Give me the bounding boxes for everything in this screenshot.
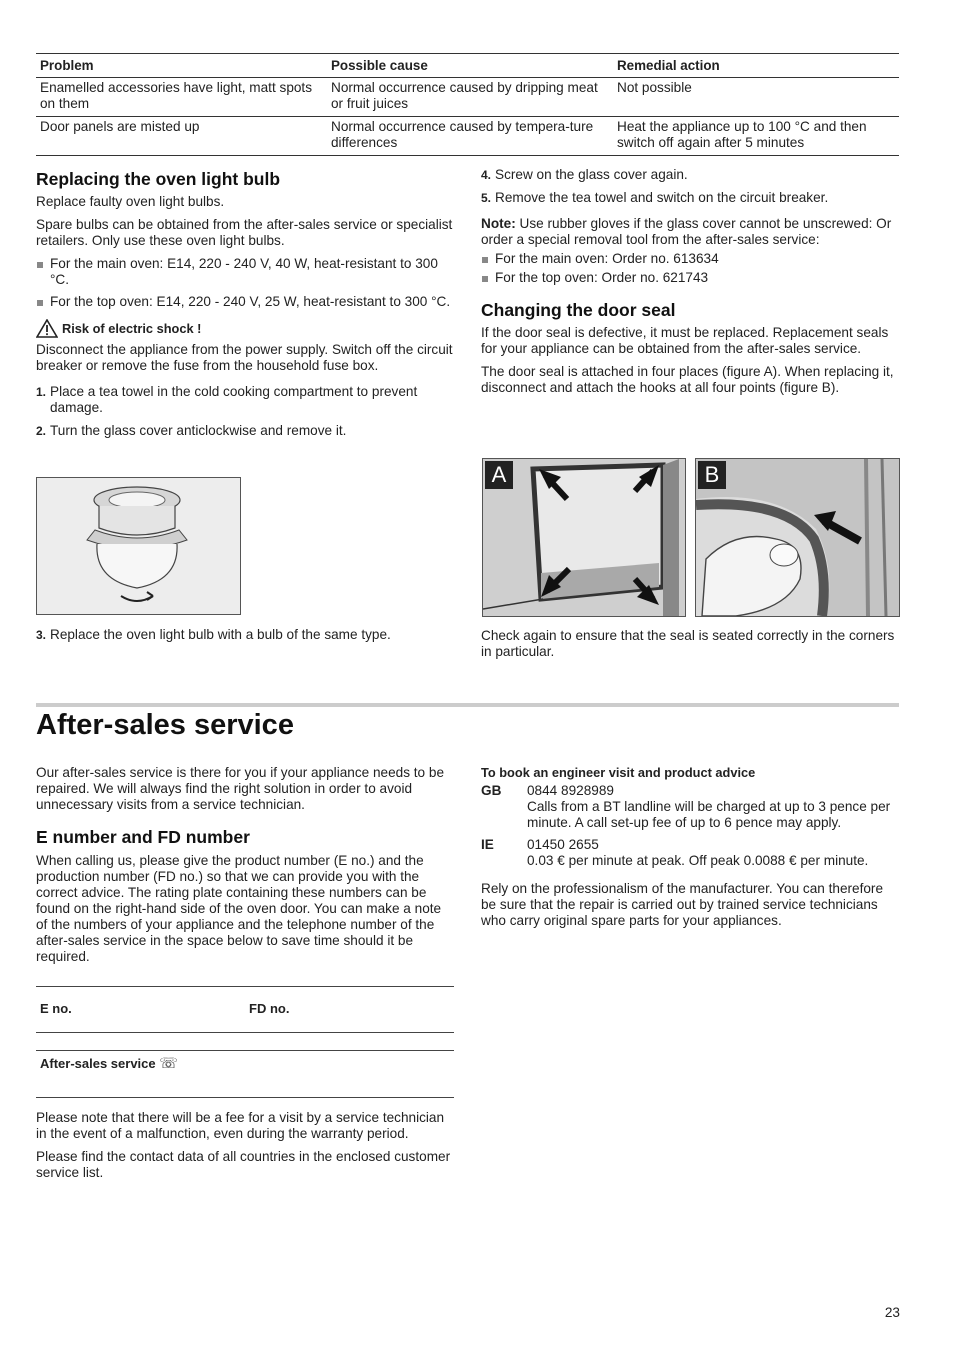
bulb-spec-top: For the top oven: E14, 220 - 240 V, 25 W, heat-resistant to 300 °C. <box>36 294 456 310</box>
step-text: Screw on the glass cover again. <box>495 167 688 182</box>
service-intro: Our after-sales service is there for you if your appliance needs to be repaired. We will always find the right solution in order to avoid unnecessary visits from a service technician. <box>36 765 445 812</box>
step-number: 5. <box>481 191 492 205</box>
note-label: Note: <box>481 216 516 231</box>
note-text: Use rubber gloves if the glass cover cannot be unscrewed: Or order a special removal tool from the after-sales service: <box>481 216 892 247</box>
warning-heading <box>36 319 456 338</box>
table-row <box>36 78 899 117</box>
table-row <box>36 117 899 156</box>
warning-title: Risk of electric shock ! <box>62 320 202 336</box>
country-code: IE <box>481 837 494 852</box>
table-cell: Normal occurrence caused by tempera-ture differences <box>327 117 613 156</box>
figure-b <box>695 458 900 617</box>
note <box>481 216 901 248</box>
step-number: 3. <box>36 628 47 642</box>
contact-info <box>527 783 901 831</box>
service-right <box>481 765 901 936</box>
rely-text: Rely on the professionalism of the manufacturer. You can therefore be sure that the repair is carried out by trained service technicians who carry original spare parts for your appliances. <box>481 881 884 928</box>
step-2 <box>36 423 456 439</box>
seal-text-2: The door seal is attached in four places (figure A). When replacing it, disconnect and attach the hooks at all four points (figure B). <box>481 364 894 395</box>
warning-triangle-icon <box>36 319 58 338</box>
step-text: Place a tea towel in the cold cooking compartment to prevent damage. <box>50 384 418 415</box>
bulb-heading: Replacing the oven light bulb <box>36 169 281 189</box>
service-field <box>40 1055 178 1072</box>
contact-gb <box>481 783 901 831</box>
service-footer-left <box>36 1110 456 1188</box>
step-4 <box>481 167 901 183</box>
glass-cover-illustration <box>37 478 240 614</box>
bulb-section <box>36 169 456 446</box>
fee-text: Please note that there will be a fee for a visit by a service technician in the event of a malfunction, even during the warranty period. <box>36 1110 445 1141</box>
fd-number-label: FD no. <box>249 1001 290 1016</box>
phone-number: 01450 2655 <box>527 837 599 852</box>
bulb-spares: Spare bulbs can be obtained from the after-sales service or specialist retailers. Only use these oven light bulbs. <box>36 217 453 248</box>
order-top: For the top oven: Order no. 621743 <box>481 270 901 286</box>
column-header-cause: Possible cause <box>327 54 613 78</box>
warning-text: Disconnect the appliance from the power supply. Switch off the circuit breaker or remove the fuse from the household fuse box. <box>36 342 453 373</box>
section-divider <box>36 703 899 707</box>
contact-ie <box>481 837 901 869</box>
form-line <box>36 1032 454 1033</box>
call-charges: Calls from a BT landline will be charged at up to 3 pence per minute. A call set-up fee of up to 6 pence may apply. <box>527 799 891 830</box>
enumber-text: When calling us, please give the product number (E no.) and the production number (FD no.) so that we can provide you with the correct advice. The rating plate containing these numbers can be found on the right-hand side of the oven door. You can make a note of the numbers of your appliance and the telephone number of the after-sales service in the space below to save time should it be required. <box>36 853 442 964</box>
phone-icon: ☏ <box>159 1054 179 1072</box>
contact-list-text: Please find the contact data of all countries in the enclosed customer service list. <box>36 1149 451 1180</box>
table-header-row <box>36 54 899 78</box>
table-cell: Door panels are misted up <box>36 117 327 156</box>
form-line <box>36 1050 454 1051</box>
country-code: GB <box>481 783 502 798</box>
step-5 <box>481 190 901 206</box>
bulb-figure <box>36 477 241 615</box>
seal-heading: Changing the door seal <box>481 300 676 320</box>
table-cell: Heat the appliance up to 100 °C and then switch off again after 5 minutes <box>613 117 899 156</box>
step-number: 2. <box>36 424 47 438</box>
step-number: 1. <box>36 385 47 399</box>
table-cell: Normal occurrence caused by dripping meat or fruit juices <box>327 78 613 117</box>
service-heading: After-sales service <box>36 709 294 741</box>
bulb-spec-main: For the main oven: E14, 220 - 240 V, 40 W, heat-resistant to 300 °C. <box>36 256 456 288</box>
step-number: 4. <box>481 168 492 182</box>
seal-check-text: Check again to ensure that the seal is seated correctly in the corners in particular. <box>481 628 895 659</box>
step-3 <box>36 627 456 643</box>
form-line <box>36 986 454 987</box>
step-text: Replace the oven light bulb with a bulb of the same type. <box>50 627 391 642</box>
step-text: Remove the tea towel and switch on the circuit breaker. <box>495 190 829 205</box>
table-cell: Not possible <box>613 78 899 117</box>
figure-a <box>482 458 686 617</box>
step-3-wrap <box>36 627 456 650</box>
call-charges: 0.03 € per minute at peak. Off peak 0.0088 € per minute. <box>527 853 869 868</box>
seal-check-wrap <box>481 628 901 667</box>
figure-b-label: B <box>698 461 726 489</box>
table-cell: Enamelled accessories have light, matt spots on them <box>36 78 327 117</box>
enumber-heading: E number and FD number <box>36 827 250 847</box>
column-header-action: Remedial action <box>613 54 899 78</box>
bulb-intro: Replace faulty oven light bulbs. <box>36 194 225 209</box>
figure-a-label: A <box>485 461 513 489</box>
page-number: 23 <box>884 1305 900 1320</box>
service-left <box>36 765 456 972</box>
form-line <box>36 1097 454 1098</box>
column-header-problem: Problem <box>36 54 327 78</box>
door-seal-hooks-illustration <box>483 459 685 616</box>
right-column-top <box>481 167 901 403</box>
seal-text-1: If the door seal is defective, it must be replaced. Replacement seals for your appliance can be obtained from the after-sales service. <box>481 325 889 356</box>
step-1 <box>36 384 456 416</box>
step-text: Turn the glass cover anticlockwise and remove it. <box>50 423 347 438</box>
phone-number: 0844 8928989 <box>527 783 614 798</box>
service-field-label: After-sales service <box>40 1056 156 1071</box>
fault-table <box>36 53 899 156</box>
contact-info <box>527 837 868 869</box>
order-main: For the main oven: Order no. 613634 <box>481 251 901 267</box>
seal-hook-detail-illustration <box>696 459 899 616</box>
booking-heading: To book an engineer visit and product advice <box>481 765 756 780</box>
e-number-label: E no. <box>40 1001 72 1016</box>
